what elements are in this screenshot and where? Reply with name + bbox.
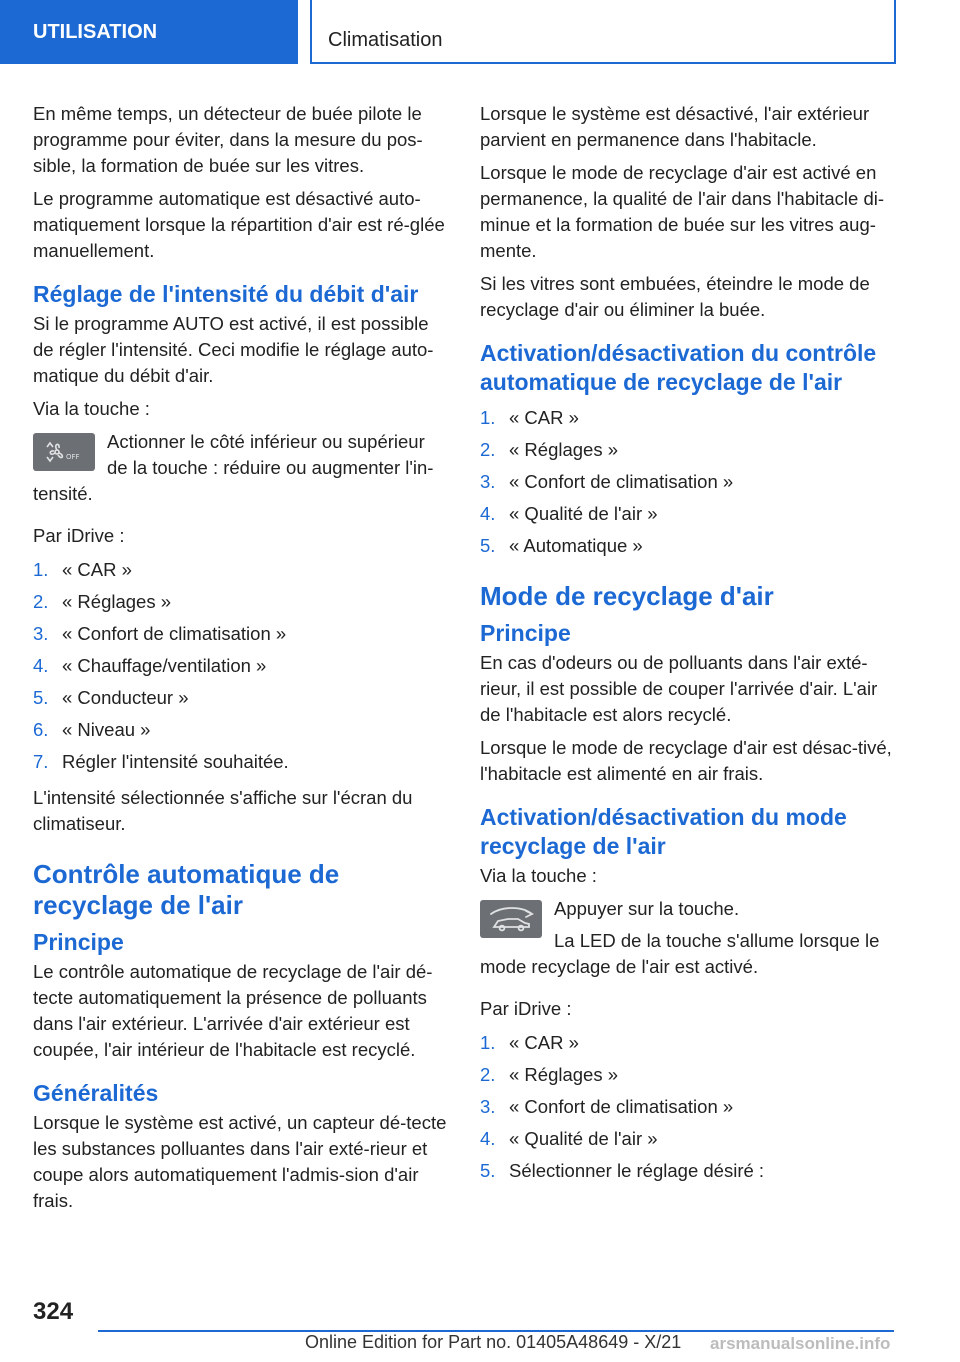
- paragraph: Lorsque le système est activé, un capteur dé-tecte les substances polluantes dans l'air exté-rieur et coupe alors automatiquement l'admis-sion d'air frais.: [33, 1112, 447, 1211]
- heading-principe: Principe: [480, 620, 571, 646]
- step-number: 4.: [33, 655, 49, 676]
- paragraph: Le programme automatique est désactivé auto-matiquement lorsque la répartition d'air est ré-glée manuellement.: [33, 188, 445, 261]
- step-text: « CAR »: [62, 559, 132, 580]
- step-number: 7.: [33, 751, 49, 772]
- section-tab: UTILISATION: [0, 0, 298, 64]
- via-key-label: Via la touche :: [480, 865, 597, 886]
- step-number: 5.: [480, 535, 496, 556]
- step-number: 2.: [480, 439, 496, 460]
- chapter-title: Climatisation: [310, 0, 896, 64]
- step-number: 3.: [480, 471, 496, 492]
- list-item: [480, 1158, 894, 1184]
- idrive-label: Par iDrive :: [480, 998, 572, 1019]
- step-number: 3.: [480, 1096, 496, 1117]
- list-item: [480, 1062, 894, 1088]
- paragraph: En cas d'odeurs ou de polluants dans l'air exté-rieur, il est possible de couper l'arrivée d'air. L'air de l'habitacle est alors recyclé.: [480, 652, 878, 725]
- step-text: « Automatique »: [509, 535, 643, 556]
- key-instruction: [33, 429, 447, 513]
- step-number: 2.: [480, 1064, 496, 1085]
- step-text: « Conducteur »: [62, 687, 189, 708]
- step-number: 1.: [33, 559, 49, 580]
- heading-generalites: Généralités: [33, 1080, 159, 1106]
- heading-principe: Principe: [33, 929, 124, 955]
- list-item: [33, 717, 447, 743]
- step-text: Régler l'intensité souhaitée.: [62, 751, 289, 772]
- step-text: « Confort de climatisation »: [62, 623, 287, 644]
- watermark-text: arsmanualsonline.info: [710, 1334, 891, 1353]
- key-instruction-text: Actionner le côté inférieur ou supérieur de la touche : réduire ou augmenter l'in-tensité.: [33, 431, 434, 504]
- svg-text:OFF: OFF: [66, 453, 80, 461]
- paragraph: Si le programme AUTO est activé, il est possible de régler l'intensité. Ceci modifie le réglage auto-matique du débit d'air.: [33, 313, 434, 386]
- edition-text: Online Edition for Part no. 01405A48649 - X/21: [305, 1332, 682, 1352]
- list-item: [480, 533, 894, 559]
- list-item: [480, 1126, 894, 1152]
- idrive-label: Par iDrive :: [33, 525, 125, 546]
- list-item: [33, 653, 447, 679]
- paragraph: Si les vitres sont embuées, éteindre le mode de recyclage d'air ou éliminer la buée.: [480, 273, 870, 320]
- list-item: [480, 469, 894, 495]
- list-item: [480, 501, 894, 527]
- step-text: « Réglages »: [509, 439, 619, 460]
- key-instruction-text: La LED de la touche s'allume lorsque le mode recyclage de l'air est activé.: [480, 930, 880, 977]
- page-number: 324: [33, 1298, 74, 1325]
- fan-off-key-icon: [33, 433, 95, 471]
- heading-auto-recirculation: Contrôle automatique de recyclage de l'air: [33, 859, 340, 920]
- right-column: [480, 101, 894, 1194]
- step-number: 5.: [33, 687, 49, 708]
- step-text: « Qualité de l'air »: [509, 1128, 658, 1149]
- via-key-label: Via la touche :: [33, 398, 150, 419]
- step-text: « Qualité de l'air »: [509, 503, 658, 524]
- heading-recirculation-mode: Mode de recyclage d'air: [480, 581, 774, 611]
- list-item: [480, 1094, 894, 1120]
- list-item: [480, 405, 894, 431]
- list-item: [33, 557, 447, 583]
- page-header: [0, 0, 960, 66]
- idrive-steps-intensity: [33, 557, 447, 775]
- step-number: 6.: [33, 719, 49, 740]
- paragraph: Le contrôle automatique de recyclage de l'air dé-tecte automatiquement la présence de polluants dans l'air extérieur. L'arrivée d'air extérieur est coupée, l'air intérieur de l'habitacle est recyclé.: [33, 961, 433, 1060]
- step-text: Sélectionner le réglage désiré :: [509, 1160, 765, 1181]
- step-number: 4.: [480, 503, 496, 524]
- heading-intensity: Réglage de l'intensité du débit d'air: [33, 281, 419, 307]
- step-text: « Niveau »: [62, 719, 151, 740]
- list-item: [480, 1030, 894, 1056]
- paragraph: Lorsque le mode de recyclage d'air est activé en permanence, la qualité de l'air dans l'habitacle di-minue et la formation de buée sur les vitres aug-mente.: [480, 162, 885, 261]
- paragraph: Lorsque le mode de recyclage d'air est désac-tivé, l'habitacle est alimenté en air frais.: [480, 737, 892, 784]
- paragraph: En même temps, un détecteur de buée pilote le programme pour éviter, dans la mesure du pos-sible, la formation de buée sur les vitres.: [33, 103, 423, 176]
- list-item: [33, 589, 447, 615]
- list-item: [33, 621, 447, 647]
- paragraph: L'intensité sélectionnée s'affiche sur l'écran du climatiseur.: [33, 787, 413, 834]
- step-text: « Réglages »: [509, 1064, 619, 1085]
- step-text: « Chauffage/ventilation »: [62, 655, 267, 676]
- left-column: [33, 101, 447, 1221]
- step-number: 1.: [480, 407, 496, 428]
- heading-activation-auto: Activation/désactivation du contrôle automatique de recyclage de l'air: [480, 340, 877, 395]
- step-number: 1.: [480, 1032, 496, 1053]
- list-item: [480, 437, 894, 463]
- idrive-steps-auto: [480, 405, 894, 559]
- heading-activation-mode: Activation/désactivation du mode recyclage de l'air: [480, 804, 847, 859]
- list-item: [33, 685, 447, 711]
- step-number: 4.: [480, 1128, 496, 1149]
- air-recirculation-key-icon: [480, 900, 542, 938]
- step-text: « Confort de climatisation »: [509, 471, 734, 492]
- step-number: 5.: [480, 1160, 496, 1181]
- step-text: « CAR »: [509, 1032, 579, 1053]
- step-text: « Confort de climatisation »: [509, 1096, 734, 1117]
- list-item: [33, 749, 447, 775]
- key-instruction: [480, 896, 894, 986]
- idrive-steps-mode: [480, 1030, 894, 1184]
- step-text: « Réglages »: [62, 591, 172, 612]
- step-number: 3.: [33, 623, 49, 644]
- paragraph: Lorsque le système est désactivé, l'air extérieur parvient en permanence dans l'habitacle.: [480, 103, 870, 150]
- key-instruction-text: Appuyer sur la touche.: [554, 898, 740, 919]
- step-text: « CAR »: [509, 407, 579, 428]
- step-number: 2.: [33, 591, 49, 612]
